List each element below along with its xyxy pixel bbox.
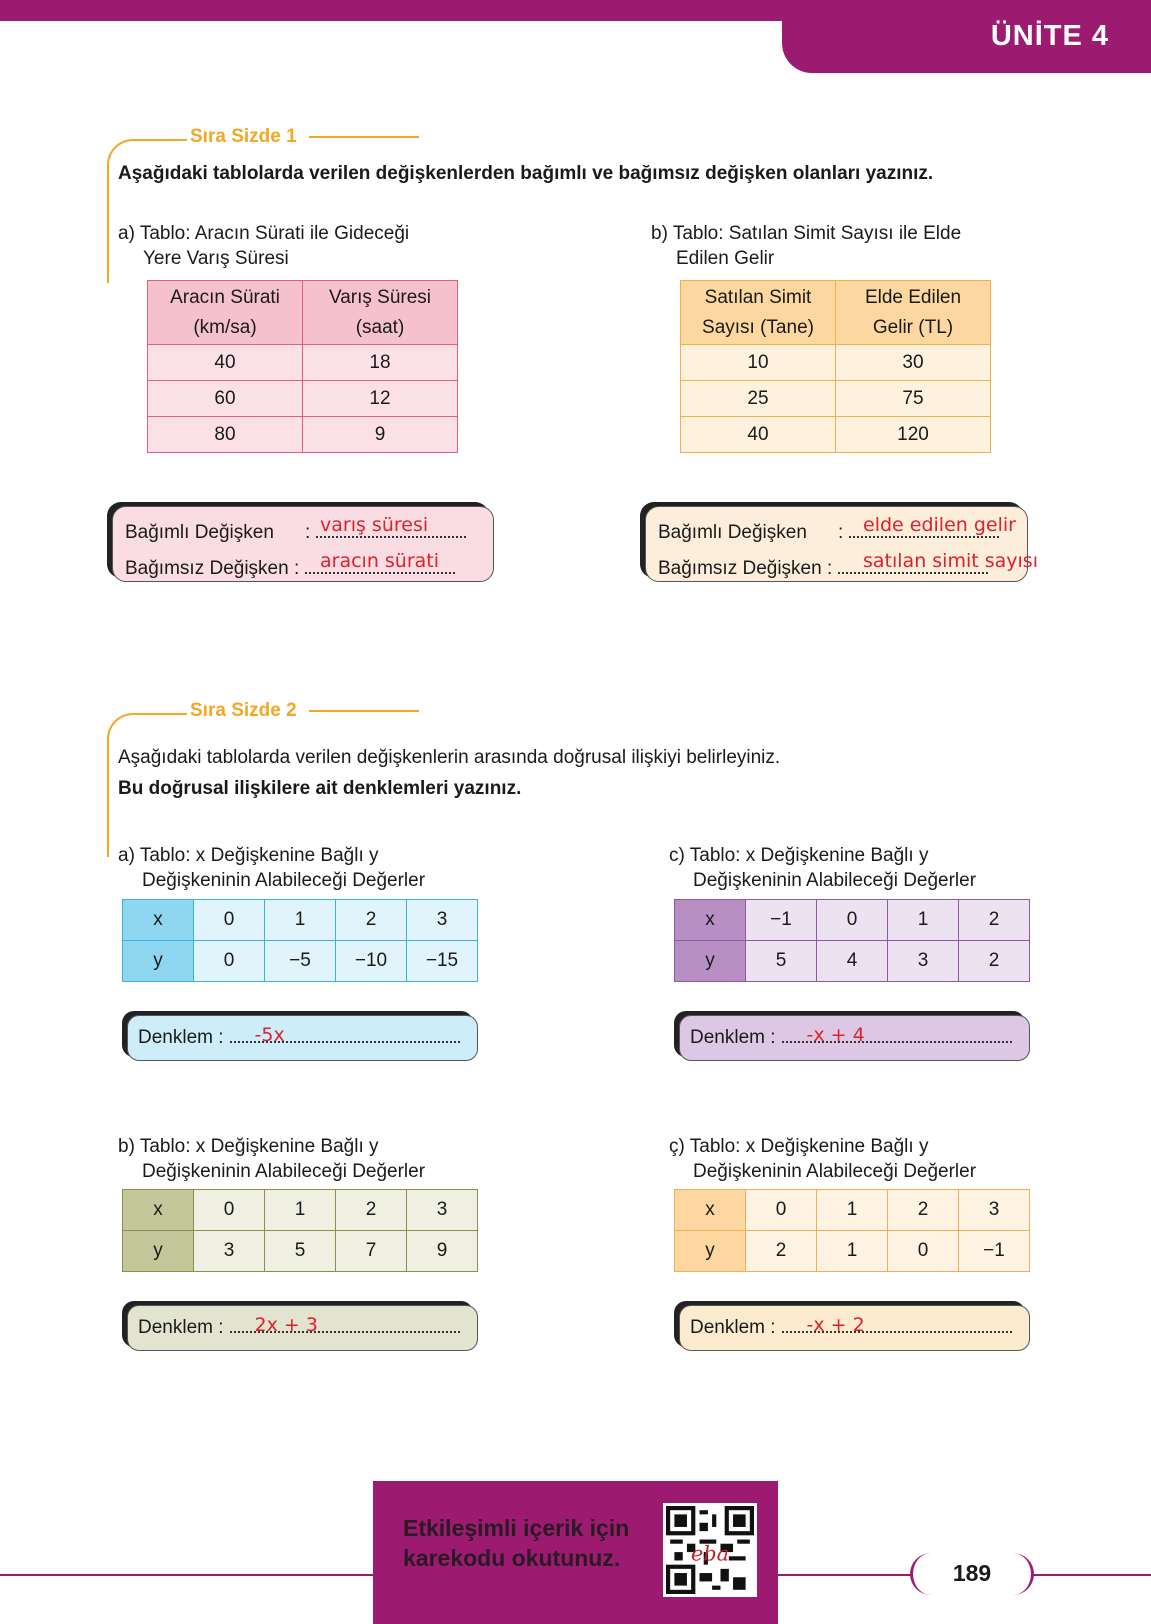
equation-label: Denklem :	[690, 1317, 776, 1338]
instruction: Aşağıdaki tablolarda verilen değişkenlerden bağımlı ve bağımsız değişken olanları yazınız.	[118, 163, 934, 184]
qr-banner: Etkileşimli içerik için karekodu okutunuz. eba	[373, 1481, 778, 1624]
table-cell: 5	[265, 1231, 336, 1272]
table-cell: 2	[336, 1190, 407, 1231]
table-cell: 12	[303, 381, 458, 417]
table-row-y	[123, 1231, 478, 1272]
table-cell: −5	[265, 941, 336, 982]
answer-box-b: Bağımlı Değişken : elde edilen gelir Bağımsız Değişken : satılan simit sayısı	[645, 506, 1028, 582]
answer-box-a: Bağımlı Değişken : varış süresi Bağımsız Değişken : aracın sürati	[112, 506, 494, 582]
equation-answer[interactable]: -5x	[254, 1024, 285, 1046]
row-header: x	[675, 1190, 746, 1231]
section-title: Sıra Sizde 2	[190, 700, 297, 721]
table-row-x	[123, 900, 478, 941]
table-row	[681, 345, 991, 381]
table-cell: −10	[336, 941, 407, 982]
table-row-y	[675, 1231, 1030, 1272]
table-cell: 80	[148, 417, 303, 453]
table-cell: −15	[407, 941, 478, 982]
row-header: x	[675, 900, 746, 941]
qr-code[interactable]	[663, 1503, 757, 1597]
table-cell: 0	[194, 900, 265, 941]
table-a-caption: a) Tablo: Aracın Sürati ile Gideceği Yere Varış Süresi	[118, 223, 410, 269]
table-cell: 4	[817, 941, 888, 982]
table-row	[148, 417, 458, 453]
row-header: x	[123, 900, 194, 941]
column-header: Elde Edilen Gelir (TL)	[836, 281, 991, 345]
dependent-answer[interactable]: varış süresi	[320, 514, 429, 536]
table-cell: 1	[817, 1190, 888, 1231]
row-header: y	[675, 1231, 746, 1272]
table-cell: 40	[148, 345, 303, 381]
a-table	[147, 280, 458, 453]
qr-code-icon	[666, 1506, 754, 1594]
table-cell: 2	[959, 900, 1030, 941]
dependent-answer[interactable]: elde edilen gelir	[863, 514, 1016, 536]
table-cell: 75	[836, 381, 991, 417]
column-header: Satılan Simit Sayısı (Tane)	[681, 281, 836, 345]
table-cell: 3	[888, 941, 959, 982]
table-caption: b) Tablo: x Değişkenine Bağlı y Değişkeninin Alabileceği Değerler	[118, 1136, 426, 1182]
table-header-row	[148, 281, 458, 345]
table-cell: 120	[836, 417, 991, 453]
equation-label: Denklem :	[690, 1027, 776, 1048]
table-cell: −1	[746, 900, 817, 941]
table-cell: 9	[303, 417, 458, 453]
table-row	[681, 417, 991, 453]
row-header: y	[123, 1231, 194, 1272]
unit-tab: ÜNİTE 4	[782, 0, 1151, 73]
table-cell: 2	[336, 900, 407, 941]
table-cell: 0	[194, 941, 265, 982]
table-cell: 2	[746, 1231, 817, 1272]
equation-answer[interactable]: -x + 2	[806, 1314, 865, 1336]
xy-table	[122, 899, 478, 982]
equation-box	[679, 1015, 1030, 1061]
table-row-y	[675, 941, 1030, 982]
table-cell: 2	[888, 1190, 959, 1231]
table-cell: 1	[265, 900, 336, 941]
table-row	[681, 381, 991, 417]
table-cell: 0	[888, 1231, 959, 1272]
table-cell: 25	[681, 381, 836, 417]
section-header-2	[190, 700, 419, 722]
section-title: Sıra Sizde 1	[190, 126, 297, 147]
table-row-x	[675, 900, 1030, 941]
equation-label: Denklem :	[138, 1317, 224, 1338]
table-cell: 0	[746, 1190, 817, 1231]
svg-text:eba: eba	[690, 1541, 730, 1566]
table-cell: 7	[336, 1231, 407, 1272]
table-cell: 60	[148, 381, 303, 417]
table-caption: a) Tablo: x Değişkenine Bağlı y Değişkeninin Alabileceği Değerler	[118, 845, 426, 891]
table-cell: 3	[407, 900, 478, 941]
xy-table	[674, 1189, 1030, 1272]
equation-box	[127, 1305, 478, 1351]
table-cell: −1	[959, 1231, 1030, 1272]
table-cell: 40	[681, 417, 836, 453]
row-header: y	[675, 941, 746, 982]
instruction-1: Aşağıdaki tablolarda verilen değişkenlerin arasında doğrusal ilişkiyi belirleyiniz.	[118, 747, 781, 768]
table-row	[148, 381, 458, 417]
b-table	[680, 280, 991, 453]
table-row-x	[675, 1190, 1030, 1231]
equation-answer[interactable]: 2x + 3	[254, 1314, 318, 1336]
table-cell: 0	[817, 900, 888, 941]
table-cell: 1	[817, 1231, 888, 1272]
independent-answer[interactable]: aracın sürati	[320, 550, 440, 572]
table-cell: 10	[681, 345, 836, 381]
table-cell: 2	[959, 941, 1030, 982]
table-cell: 0	[194, 1190, 265, 1231]
equation-label: Denklem :	[138, 1027, 224, 1048]
equation-answer[interactable]: -x + 4	[806, 1024, 865, 1046]
table-cell: 5	[746, 941, 817, 982]
table-cell: 30	[836, 345, 991, 381]
table-cell: 1	[888, 900, 959, 941]
column-header: Varış Süresi (saat)	[303, 281, 458, 345]
table-caption: ç) Tablo: x Değişkenine Bağlı y Değişkeninin Alabileceği Değerler	[669, 1136, 977, 1182]
table-cell: 3	[194, 1231, 265, 1272]
equation-box	[679, 1305, 1030, 1351]
table-caption: c) Tablo: x Değişkenine Bağlı y Değişkeninin Alabileceği Değerler	[669, 845, 977, 891]
row-header: x	[123, 1190, 194, 1231]
table-cell: 3	[959, 1190, 1030, 1231]
table-row-y	[123, 941, 478, 982]
row-header: y	[123, 941, 194, 982]
table-cell: 18	[303, 345, 458, 381]
table-b-caption: b) Tablo: Satılan Simit Sayısı ile Elde Edilen Gelir	[651, 223, 962, 269]
table-header-row	[681, 281, 991, 345]
table-row-x	[123, 1190, 478, 1231]
page-number: 189	[910, 1553, 1034, 1595]
equation-box	[127, 1015, 478, 1061]
independent-answer[interactable]: satılan simit sayısı	[863, 550, 1038, 572]
xy-table	[122, 1189, 478, 1272]
table-row	[148, 345, 458, 381]
section-header-1	[190, 126, 419, 148]
table-cell: 1	[265, 1190, 336, 1231]
table-cell: 3	[407, 1190, 478, 1231]
instruction-2: Bu doğrusal ilişkilere ait denklemleri yazınız.	[118, 778, 522, 799]
column-header: Aracın Sürati (km/sa)	[148, 281, 303, 345]
xy-table	[674, 899, 1030, 982]
table-cell: 9	[407, 1231, 478, 1272]
